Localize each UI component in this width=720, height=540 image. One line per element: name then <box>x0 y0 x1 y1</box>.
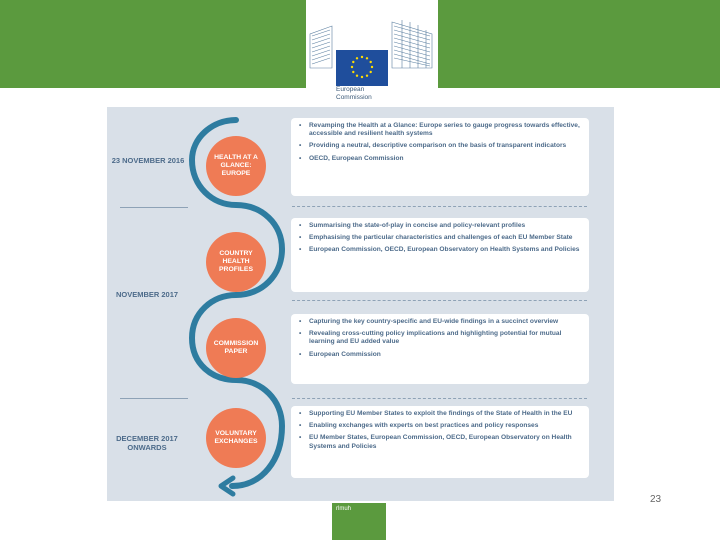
bullet-item: • Emphasising the particular characteristics and challenges of each EU Member State <box>299 234 581 242</box>
date-label-3: DECEMBER 2017 ONWARDS <box>116 434 178 452</box>
stage-label: COUNTRY HEALTH PROFILES <box>219 249 253 274</box>
bullet-item: • European Commission <box>299 351 581 359</box>
left-divider-2 <box>120 398 188 399</box>
bullet-item: • EU Member States, European Commission, OECD, European Observatory on Health Systems and Policies <box>299 434 581 450</box>
stage-label: VOLUNTARY EXCHANGES <box>214 429 258 445</box>
stage-label: COMMISSION PAPER <box>213 339 259 355</box>
dashed-separator-1 <box>292 206 587 207</box>
bullet-item: • European Commission, OECD, European Observatory on Health Systems and Policies <box>299 246 581 254</box>
bullet-item: • Supporting EU Member States to exploit the findings of the State of Health in the EU <box>299 410 581 418</box>
stage-circle-commission-paper <box>206 318 266 378</box>
stage-box-2 <box>291 218 589 292</box>
bullet-item: • Summarising the state-of-play in concise and policy-relevant profiles <box>299 222 581 230</box>
stage-box-1 <box>291 118 589 196</box>
bullet-item: • Providing a neutral, descriptive comparison on the basis of transparent indicators <box>299 142 581 150</box>
date-label-2: NOVEMBER 2017 <box>115 290 179 299</box>
stage-circle-voluntary-exchanges <box>206 408 266 468</box>
bottom-tab-label: rlmuh <box>336 506 352 512</box>
bullet-item: • Revealing cross-cutting policy implications and highlighting potential for mutual learning and EU added value <box>299 330 581 346</box>
stage-circle-health-at-a-glance <box>206 136 266 196</box>
logo-line-1: European <box>336 86 365 93</box>
bullet-item: • Enabling exchanges with experts on best practices and policy responses <box>299 422 581 430</box>
bullet-item: • OECD, European Commission <box>299 155 581 163</box>
stage-box-3 <box>291 314 589 384</box>
left-divider-1 <box>120 207 188 208</box>
page-number: 23 <box>650 494 662 505</box>
stage-circle-country-health-profiles <box>206 232 266 292</box>
bullet-item: • Capturing the key country-specific and EU-wide findings in a succinct overview <box>299 318 581 326</box>
dashed-separator-3 <box>292 398 587 399</box>
date-label-1: 23 NOVEMBER 2016 <box>111 156 185 165</box>
bullet-item: • Revamping the Health at a Glance: Europe series to gauge progress towards effective, accessible and resilient health systems <box>299 122 581 138</box>
stage-label: HEALTH AT A GLANCE: EUROPE <box>214 153 258 178</box>
logo-line-2: Commission <box>336 94 372 101</box>
dashed-separator-2 <box>292 300 587 301</box>
bottom-tab <box>332 503 386 540</box>
stage-box-4 <box>291 406 589 478</box>
